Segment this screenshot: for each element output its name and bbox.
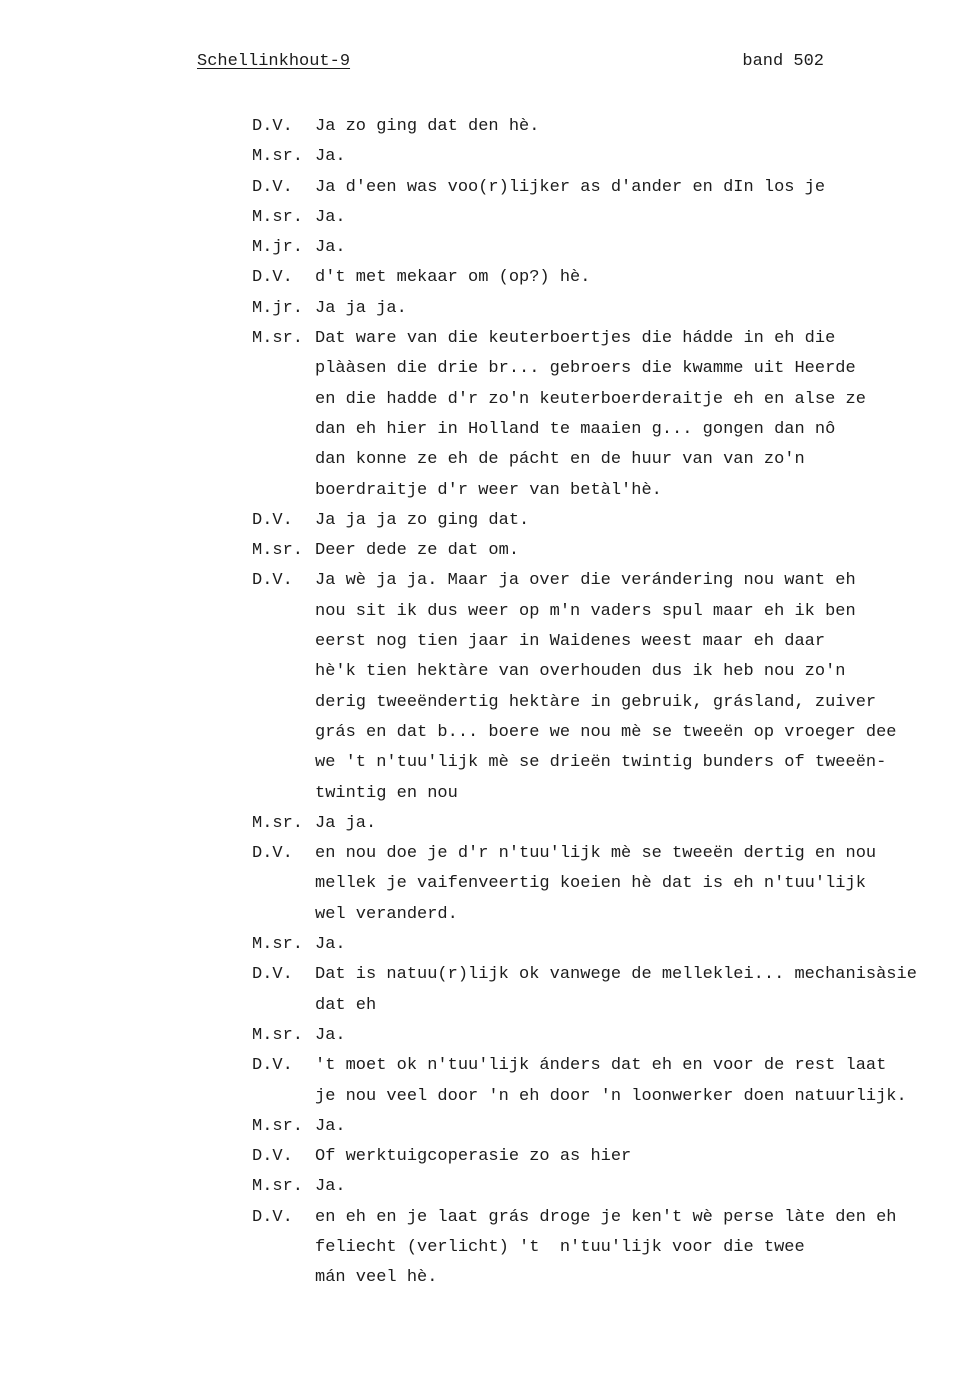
utterance — [315, 506, 952, 536]
dialogue-turn — [252, 536, 952, 566]
speaker-label: D.V. — [252, 177, 293, 197]
utterance — [315, 112, 952, 142]
utterance-line: feliecht (verlicht) 't n'tuu'lijk voor die twee — [315, 1237, 805, 1257]
utterance-line: we 't n'tuu'lijk mè se drieën twintig bunders of tweeën- — [315, 753, 887, 773]
speaker-label: D.V. — [252, 1147, 293, 1167]
speaker-label: M.sr. — [252, 1177, 304, 1197]
utterance-line: Dat ware van die keuterboertjes die hádde in eh die — [315, 329, 836, 349]
dialogue-turn — [252, 930, 952, 960]
utterance-line: dan eh hier in Holland te maaien g... gongen dan nô — [315, 419, 836, 439]
speaker-label: M.sr. — [252, 207, 304, 227]
utterance-line: en eh en je laat grás droge je ken't wè perse làte den eh — [315, 1207, 897, 1227]
utterance — [315, 1172, 952, 1202]
utterance-line: Ja. — [315, 1025, 346, 1045]
dialogue-turn — [252, 1172, 952, 1202]
utterance — [315, 566, 952, 808]
utterance-line: Ja. — [315, 207, 346, 227]
dialogue-turn — [252, 324, 952, 506]
speaker-label: D.V. — [252, 844, 293, 864]
utterance-line: dan konne ze eh de pácht en de huur van van zo'n — [315, 450, 805, 470]
dialogue-turn — [252, 203, 952, 233]
utterance-line: Ja. — [315, 238, 346, 258]
utterance — [315, 1112, 952, 1142]
utterance — [315, 173, 952, 203]
dialogue-turn — [252, 1203, 952, 1294]
speaker-label: M.sr. — [252, 1025, 304, 1045]
utterance-line: Dat is natuu(r)lijk ok vanwege de melleklei... mechanisàsie — [315, 965, 917, 985]
speaker-label: M.sr. — [252, 1116, 304, 1136]
utterance-line: 't moet ok n'tuu'lijk ánders dat eh en voor de rest laat — [315, 1056, 887, 1076]
dialogue-turn — [252, 1142, 952, 1172]
speaker-label: M.sr. — [252, 329, 304, 349]
dialogue-turn — [252, 506, 952, 536]
utterance — [315, 263, 952, 293]
utterance — [315, 930, 952, 960]
utterance-line: Ja. — [315, 1177, 346, 1197]
utterance-line: en die hadde d'r zo'n keuterboerderaitje eh en alse ze — [315, 389, 866, 409]
utterance-line: boerdraitje d'r weer van betàl'hè. — [315, 480, 662, 500]
utterance — [315, 1051, 952, 1112]
speaker-label: M.sr. — [252, 541, 304, 561]
utterance-line: Ja. — [315, 147, 346, 167]
dialogue-turn — [252, 1051, 952, 1112]
utterance-line: Ja. — [315, 935, 346, 955]
dialogue-turn — [252, 960, 952, 1021]
speaker-label: M.sr. — [252, 935, 304, 955]
utterance — [315, 203, 952, 233]
utterance-line: grás en dat b... boere we nou mè se tweeën op vroeger dee — [315, 722, 897, 742]
utterance-line: je nou veel door 'n eh door 'n loonwerker doen natuurlijk. — [315, 1086, 907, 1106]
utterance-line: en nou doe je d'r n'tuu'lijk mè se tweeën dertig en nou — [315, 844, 877, 864]
utterance-line: derig tweeëndertig hektàre in gebruik, grásland, zuiver — [315, 692, 877, 712]
band-number: band 502 — [742, 52, 824, 71]
utterance — [315, 294, 952, 324]
utterance-line: Deer dede ze dat om. — [315, 541, 520, 561]
utterance-line: Ja wè ja ja. Maar ja over die verándering nou want eh — [315, 571, 856, 591]
utterance-line: Ja. — [315, 1116, 346, 1136]
dialogue-turn — [252, 263, 952, 293]
speaker-label: D.V. — [252, 268, 293, 288]
dialogue-turn — [252, 294, 952, 324]
page-header — [197, 52, 824, 78]
utterance — [315, 1142, 952, 1172]
speaker-label: D.V. — [252, 1056, 293, 1076]
speaker-label: M.jr. — [252, 298, 304, 318]
transcript — [252, 112, 952, 1294]
dialogue-turn — [252, 142, 952, 172]
utterance-line: Ja zo ging dat den hè. — [315, 117, 540, 136]
utterance — [315, 1203, 952, 1294]
utterance-line: d't met mekaar om (op?) hè. — [315, 268, 591, 288]
utterance — [315, 233, 952, 263]
speaker-label: M.sr. — [252, 147, 304, 167]
speaker-label: D.V. — [252, 1207, 293, 1227]
speaker-label: D.V. — [252, 510, 293, 530]
utterance-line: plààsen die drie br... gebroers die kwamme uit Heerde — [315, 359, 856, 379]
utterance-line: twintig en nou — [315, 783, 458, 803]
utterance-line: wel veranderd. — [315, 904, 458, 924]
speaker-label: D.V. — [252, 571, 293, 591]
utterance — [315, 142, 952, 172]
dialogue-turn — [252, 233, 952, 263]
utterance — [315, 839, 952, 930]
speaker-label: D.V. — [252, 117, 293, 136]
dialogue-turn — [252, 112, 952, 142]
dialogue-turn — [252, 809, 952, 839]
dialogue-turn — [252, 1112, 952, 1142]
utterance-line: nou sit ik dus weer op m'n vaders spul maar eh ik ben — [315, 601, 856, 621]
utterance-line: Ja d'een was voo(r)lijker as d'ander en dIn los je — [315, 177, 826, 197]
utterance-line: eerst nog tien jaar in Waidenes weest maar eh daar — [315, 632, 826, 652]
dialogue-turn — [252, 566, 952, 808]
utterance — [315, 324, 952, 506]
utterance-line: mán veel hè. — [315, 1268, 438, 1288]
document-title: Schellinkhout-9 — [197, 52, 351, 71]
utterance-line: Ja ja ja zo ging dat. — [315, 510, 530, 530]
utterance — [315, 809, 952, 839]
utterance-line: Of werktuigcoperasie zo as hier — [315, 1147, 632, 1167]
speaker-label: M.jr. — [252, 238, 304, 258]
utterance — [315, 960, 952, 1021]
utterance-line: mellek je vaifenveertig koeien hè dat is eh n'tuu'lijk — [315, 874, 866, 894]
dialogue-turn — [252, 839, 952, 930]
utterance — [315, 536, 952, 566]
utterance-line: hè'k tien hektàre van overhouden dus ik heb nou zo'n — [315, 662, 846, 682]
utterance-line: Ja ja ja. — [315, 298, 407, 318]
dialogue-turn — [252, 1021, 952, 1051]
speaker-label: M.sr. — [252, 813, 304, 833]
utterance-line: dat eh — [315, 995, 377, 1015]
utterance-line: Ja ja. — [315, 813, 377, 833]
utterance — [315, 1021, 952, 1051]
speaker-label: D.V. — [252, 965, 293, 985]
dialogue-turn — [252, 173, 952, 203]
